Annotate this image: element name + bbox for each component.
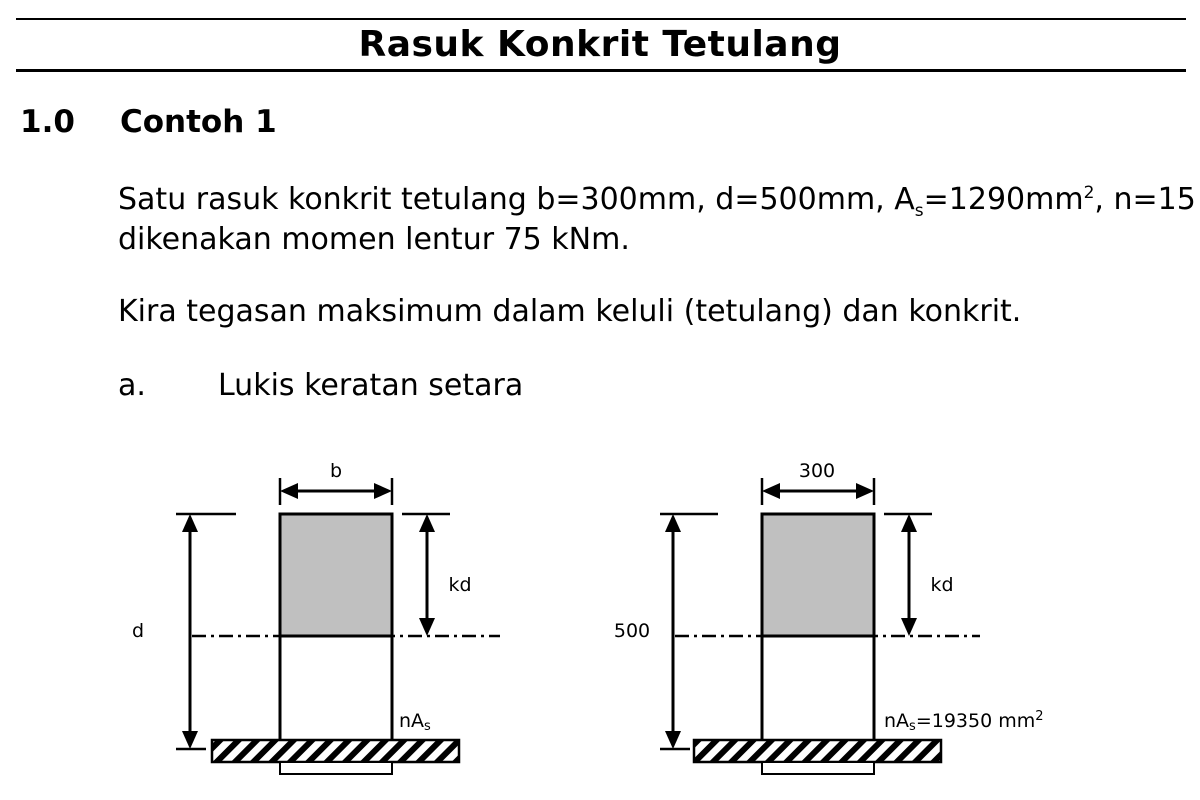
right-width-label: 300 <box>798 460 836 482</box>
section-number: 1.0 <box>20 104 75 140</box>
question-text: Kira tegasan maksimum dalam keluli (tetulang) dan konkrit. <box>118 294 1022 329</box>
right-steel-label: nAs=19350 $mm^2$ <box>884 709 1044 734</box>
item-a-text: Lukis keratan setara <box>218 368 524 403</box>
left-width-label: b <box>329 460 343 482</box>
left-steel-label: nAs <box>399 710 431 734</box>
page-title: Rasuk Konkrit Tetulang <box>358 24 842 65</box>
right-kd-label: kd <box>930 574 954 596</box>
problem-line-1: Satu rasuk konkrit tetulang b=300mm, d=500mm, $A_s=1290mm^2$, n=15 <box>118 182 1196 221</box>
right-depth-label: 500 <box>613 620 651 642</box>
problem-statement <box>118 180 1196 260</box>
left-kd-label: kd <box>448 574 472 596</box>
transformed-section-diagrams <box>0 440 1200 800</box>
right-section-figure <box>614 460 1044 774</box>
title-underline <box>16 69 1186 72</box>
top-rule <box>16 18 1186 20</box>
item-a-letter: a. <box>118 368 146 403</box>
section-title: Contoh 1 <box>120 104 277 140</box>
left-depth-label: d <box>131 620 145 642</box>
left-section-figure <box>132 460 500 774</box>
problem-line-2: dikenakan momen lentur 75 kNm. <box>118 222 630 257</box>
